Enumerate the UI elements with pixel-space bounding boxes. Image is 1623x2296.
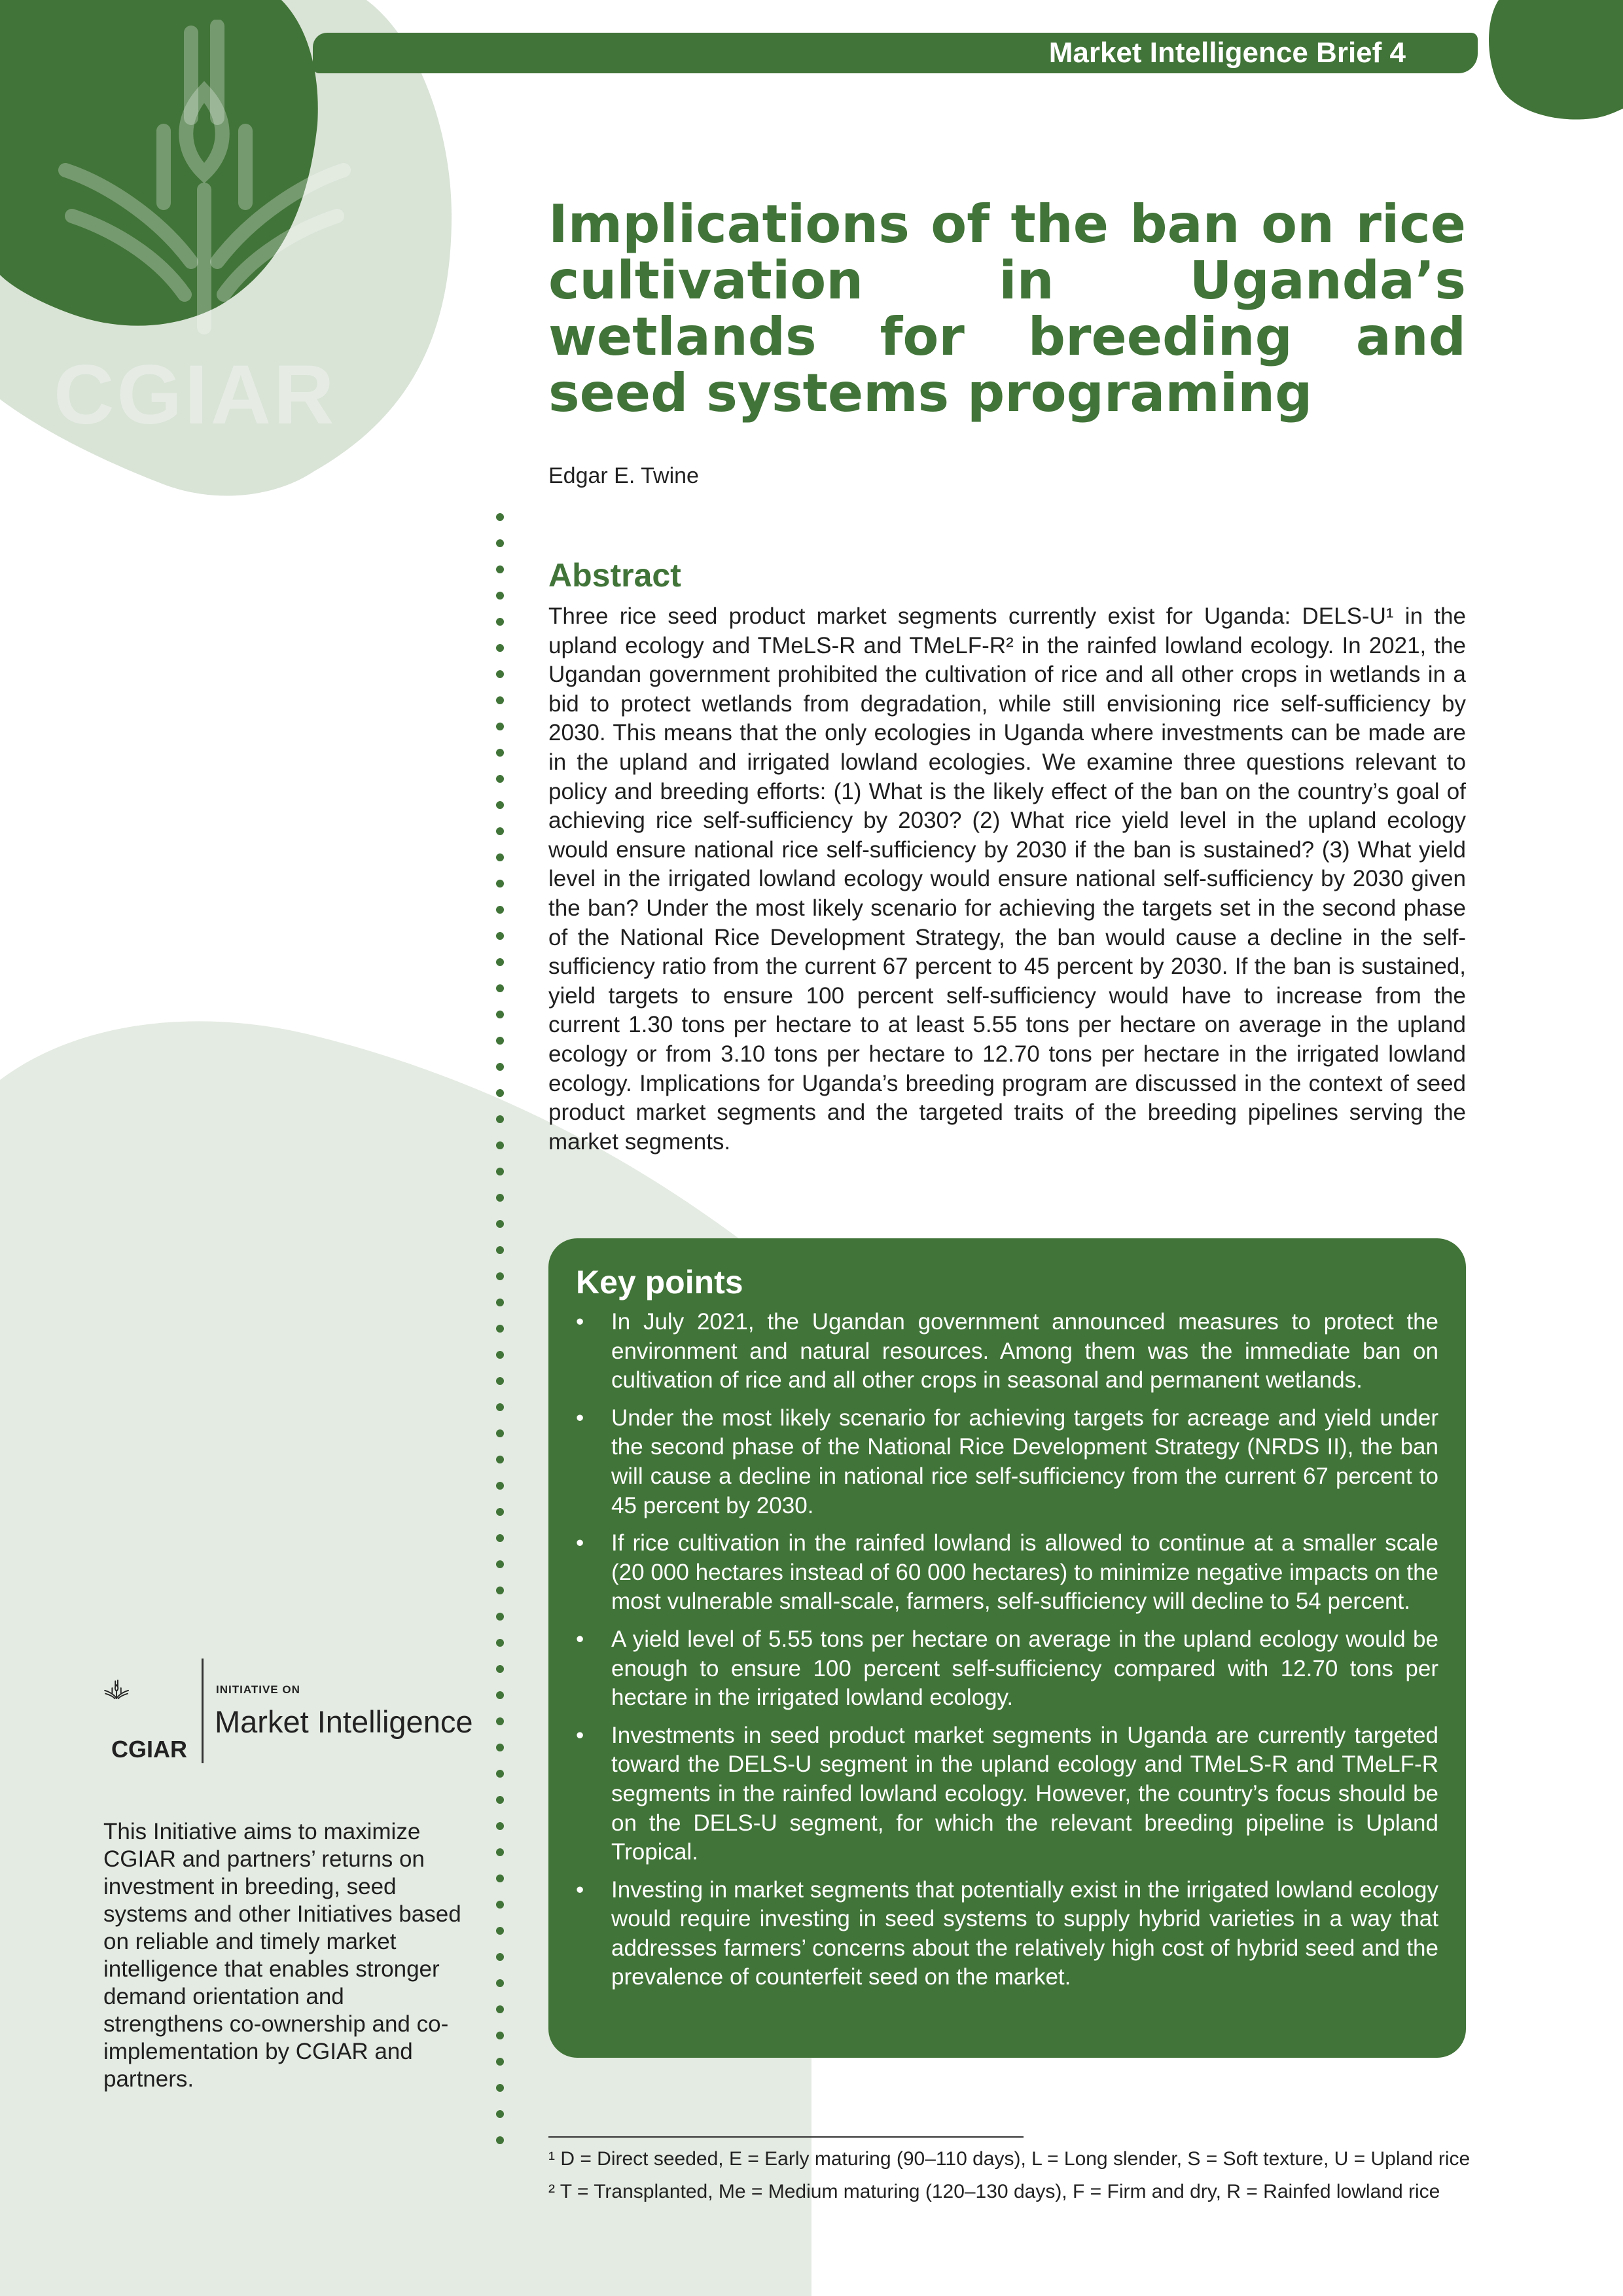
divider-dot — [496, 2110, 504, 2118]
key-point — [576, 1625, 1438, 1713]
divider-dot — [496, 1272, 504, 1280]
divider-dot — [496, 1665, 504, 1673]
divider-dot — [496, 618, 504, 626]
key-point-text: Under the most likely scenario for achieving targets for acreage and yield under the second phase of the National Rice Development Strategy (NRDS II), the ban will cause a decline in national rice self-sufficiency from the current 67 percent to 45 percent by 2030. — [611, 1405, 1438, 1518]
divider-dot — [496, 1325, 504, 1333]
key-points-list — [576, 1308, 1438, 1992]
divider-dot — [496, 775, 504, 783]
divider-dot — [496, 1508, 504, 1516]
footnote-2: ² T = Transplanted, Me = Medium maturing (120–130 days), F = Firm and dry, R = Rainfed lowland rice — [548, 2181, 1440, 2202]
divider-dot — [496, 1377, 504, 1385]
divider-dot — [496, 1979, 504, 1987]
key-point — [576, 1529, 1438, 1617]
divider-dot — [496, 880, 504, 888]
divider-dot — [496, 2136, 504, 2144]
divider-dot — [496, 565, 504, 573]
divider-dot — [496, 2005, 504, 2013]
divider-dot — [496, 1901, 504, 1909]
bullet-icon: • — [576, 1722, 584, 1748]
key-point-text: A yield level of 5.55 tons per hectare on average in the upland ecology would be enough to ensure 100 percent self-sufficiency compared with 12.70 tons per hectare in the irrigated lowland ecology. — [611, 1626, 1438, 1711]
divider-dot — [496, 1691, 504, 1699]
divider-dot — [496, 1141, 504, 1149]
logo-initiative-name: Market Intelligence — [215, 1704, 473, 1739]
divider-dot — [496, 853, 504, 861]
bullet-icon: • — [576, 1530, 584, 1556]
divider-dot — [496, 1587, 504, 1594]
divider-dot — [496, 1560, 504, 1568]
divider-dot — [496, 1744, 504, 1751]
key-point — [576, 1876, 1438, 1992]
bullet-icon: • — [576, 1876, 584, 1903]
bullet-icon: • — [576, 1626, 584, 1652]
footnote-1: ¹ D = Direct seeded, E = Early maturing (90–110 days), L = Long slender, S = Soft texture, U = Upland rice — [548, 2148, 1471, 2170]
cgiar-watermark-text: CGIAR — [54, 348, 337, 442]
divider-dot — [496, 1037, 504, 1045]
divider-dot — [496, 1115, 504, 1123]
divider-dot — [496, 539, 504, 547]
divider-dot — [496, 2058, 504, 2066]
bullet-icon: • — [576, 1309, 584, 1335]
key-point — [576, 1404, 1438, 1520]
divider-dot — [496, 1796, 504, 1804]
divider-dot — [496, 513, 504, 521]
divider-dot — [496, 932, 504, 940]
footnote-rule — [548, 2136, 1024, 2138]
divider-dot — [496, 1953, 504, 1961]
divider-dot — [496, 1063, 504, 1071]
divider-dot — [496, 827, 504, 835]
divider-dot — [496, 1246, 504, 1254]
page-title: Implications of the ban on rice cultivation in Uganda’s wetlands for breeding and seed systems programing — [548, 194, 1466, 423]
key-point-text: If rice cultivation in the rainfed lowland is allowed to continue at a smaller scale (20 000 hectares instead of 60 000 hectares) to minimize negative impacts on the most vulnerable small-scale, farmers, self-sufficiency will decline to 54 percent. — [611, 1530, 1438, 1615]
abstract-text: Three rice seed product market segments currently exist for Uganda: DELS-U¹ in the upland ecology and TMeLS-R and TMeLF-R² in the rainfed lowland ecology. In 2021, the Ugandan government prohibited the cultivation of rice and all other crops in wetlands in a bid to protect wetlands from degradation, while still envisioning rice self-sufficiency by 2030. This means that the only ecologies in Uganda where investments can be made are in the upland and irrigated lowland ecologies. We examine three questions relevant to policy and breeding efforts: (1) What is the likely effect of the ban on the country’s goal of achieving rice self-sufficiency by 2030? (2) What rice yield level in the upland ecology would ensure national rice self-sufficiency by 2030 if the ban is sustained? (3) What yield level in the irrigated lowland ecology would ensure national self-sufficiency by 2030 given the ban? Under the most likely scenario for achieving the targets set in the second phase of the National Rice Development Strategy, the ban would cause a decline in the self-sufficiency ratio from the current 67 percent to 45 percent by 2030. If the ban is sustained, yield targets to ensure 100 percent self-sufficiency would have to increase from the current 1.30 tons per hectare to at least 5.55 tons per hectare on average in the upland ecology or from 3.10 tons per hectare to 12.70 tons per hectare in the irrigated lowland ecology. Implications for Uganda’s breeding program are discussed in the context of seed product market segments and the targeted traits of the breeding pipelines serving the market segments. — [548, 603, 1466, 1155]
divider-dot — [496, 1848, 504, 1856]
divider-dot — [496, 670, 504, 678]
key-points-box — [548, 1238, 1466, 2058]
divider-dot — [496, 906, 504, 914]
key-points-heading: Key points — [576, 1264, 743, 1300]
author: Edgar E. Twine — [548, 463, 699, 488]
logo-separator — [202, 1659, 204, 1763]
logo-initiative-label: INITIATIVE ON — [216, 1683, 300, 1696]
divider-dot — [496, 1456, 504, 1463]
divider-dot — [496, 1927, 504, 1935]
divider-dot — [496, 1482, 504, 1490]
divider-dot — [496, 1194, 504, 1202]
divider-dot — [496, 984, 504, 992]
logo-cgiar-text: CGIAR — [111, 1736, 187, 1763]
divider-dot — [496, 749, 504, 757]
divider-dot — [496, 1403, 504, 1411]
series-title: Market Intelligence Brief 4 — [1048, 37, 1406, 69]
initiative-description: This Initiative aims to maximize CGIAR and partners’ returns on investment in breeding, seed systems and other Initiatives based on reliable and timely market intelligence that enables stronger demand orientation and strengthens co-ownership and co-implementation by CGIAR and partners. — [103, 1819, 461, 2092]
dotted-divider — [493, 511, 507, 2166]
divider-dot — [496, 644, 504, 652]
divider-dot — [496, 1351, 504, 1359]
key-point — [576, 1721, 1438, 1867]
key-point-text: Investing in market segments that potentially exist in the irrigated lowland ecology would require investing in seed systems to supply hybrid varieties in a way that addresses farmers’ concerns about the relatively high cost of hybrid seed and the prevalence of counterfeit seed on the market. — [611, 1876, 1438, 1990]
divider-dot — [496, 801, 504, 809]
divider-dot — [496, 1874, 504, 1882]
divider-dot — [496, 2032, 504, 2039]
divider-dot — [496, 723, 504, 730]
divider-dot — [496, 1220, 504, 1228]
divider-dot — [496, 1770, 504, 1778]
divider-dot — [496, 1299, 504, 1306]
divider-dot — [496, 1822, 504, 1830]
key-point — [576, 1308, 1438, 1395]
divider-dot — [496, 1429, 504, 1437]
divider-dot — [496, 958, 504, 966]
divider-dot — [496, 1639, 504, 1647]
divider-dot — [496, 1011, 504, 1018]
divider-dot — [496, 1534, 504, 1542]
cgiar-logo-icon — [103, 1659, 202, 1731]
divider-dot — [496, 1168, 504, 1175]
abstract-heading: Abstract — [548, 557, 681, 594]
divider-dot — [496, 1613, 504, 1621]
divider-dot — [496, 1717, 504, 1725]
divider-dot — [496, 2084, 504, 2092]
header-bar — [313, 33, 1478, 73]
key-point-text: Investments in seed product market segments in Uganda are currently targeted toward the DELS-U segment in the upland ecology and TMeLS-R and TMeLF-R segments in the rainfed lowland ecology. However, the country’s focus should be on the DELS-U segment, for which the relevant breeding pipeline is Upland Tropical. — [611, 1722, 1438, 1865]
divider-dot — [496, 592, 504, 600]
divider-dot — [496, 1089, 504, 1097]
divider-dot — [496, 696, 504, 704]
bullet-icon: • — [576, 1405, 584, 1431]
key-point-text: In July 2021, the Ugandan government announced measures to protect the environment and natural resources. Among them was the immediate ban on cultivation of rice and all other crops in seasonal and permanent wetlands. — [611, 1309, 1438, 1393]
